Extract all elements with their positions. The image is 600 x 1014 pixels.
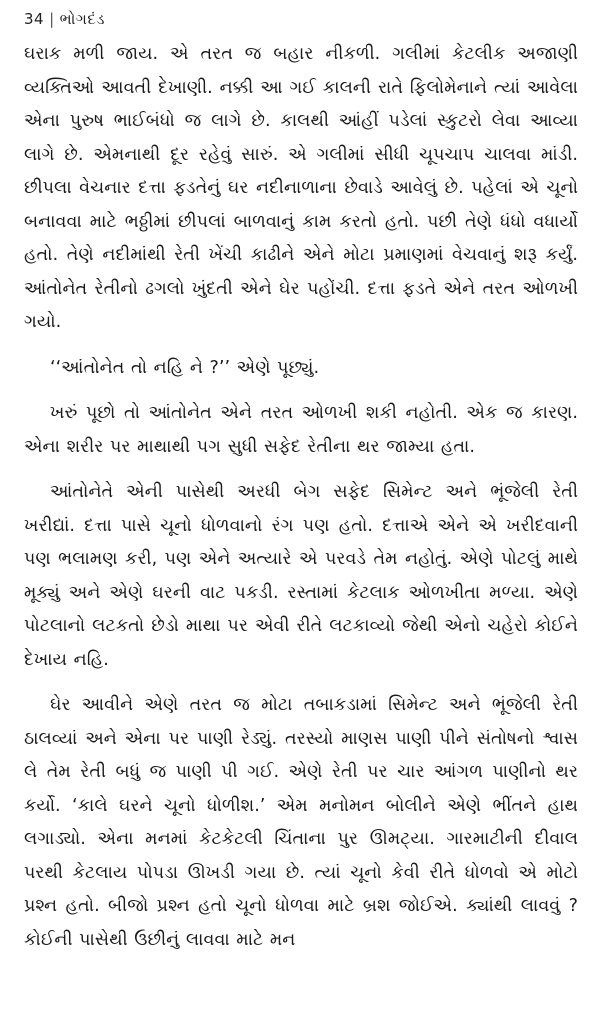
paragraph-5: ઘેર આવીને એણે તરત જ મોટા તબાકડામાં સિમેન્ટ અને ભૂંજેલી રેતી ઠાલવ્યાં અને એના પર પાણી રેડ્યું. તરસ્યો માણસ પાણી પીને સંતોષનો શ્વાસ લે તેમ રેતી બધું જ પાણી પી ગઈ. એણે રેતી પર ચાર આંગળ પાણીનો થર કર્યો. ‘કાલે ઘરને ચૂનો ધોળીશ.’ એમ મનોમન બોલીને એણે ભીંતને હાથ લગાડ્યો. એના મનમાં કેટકેટલી ચિંતાના પુર ઊમટ્યા. ગારમાટીની દીવાલ પરથી કેટલાય પોપડા ઊખડી ગયા છે. ત્યાં ચૂનો કેવી રીતે ધોળવો એ મોટો પ્રશ્ન હતો. બીજો પ્રશ્ન હતો ચૂનો ધોળવા માટે બ્રશ જોઈએ. ક્યાંથી લાવવું ? કોઈની પાસેથી ઉછીનું લાવવા માટે મન <box>24 695 578 950</box>
page-number: 34 <box>24 10 45 28</box>
paragraph-4: આંતોનેતે એની પાસેથી અરધી બેગ સફેદ સિમેન્ટ અને ભૂંજેલી રેતી ખરીદ્યાં. દત્તા પાસે ચૂનો ધોળવાનો રંગ પણ હતો. દત્તાએ એને એ ખરીદવાની પણ ભલામણ કરી, પણ એને અત્યારે એ પરવડે તેમ નહોતું. એણે પોટલું માથે મૂક્યું અને એણે ઘરની વાટ પકડી. રસ્તામાં કેટલાક ઓળખીતા મળ્યા. એણે પોટલાનો લટકતો છેડો માથા પર એવી રીતે લટકાવ્યો જેથી એનો ચહેરો કોઈને દેખાય નહિ. <box>24 482 578 670</box>
header-separator: | <box>49 10 55 28</box>
book-title: ભોગદંડ <box>59 10 105 28</box>
running-header <box>24 8 578 38</box>
paragraph-1: ઘરાક મળી જાય. એ તરત જ બહાર નીકળી. ગલીમાં કેટલીક અજાણી વ્યક્તિઓ આવતી દેખાણી. નક્કી આ ગઈ કાલની રાતે ફિલોમેનાને ત્યાં આવેલા એના પુરુષ ભાઈબંધો જ લાગે છે. કાલથી આંહીં પડેલાં સ્કુટરો લેવા આવ્યા લાગે છે. એમનાથી દૂર રહેવું સારું. એ ગલીમાં સીધી ચૂપચાપ ચાલવા માંડી. છીપલા વેચનાર દત્તા ફડતેનું ઘર નદીનાળાના છેવાડે આવેલું છે. પહેલાં એ ચૂનો બનાવવા માટે ભઠ્ઠીમાં છીપલાં બાળવાનું કામ કરતો હતો. પછી તેણે ધંધો વધાર્યો હતો. તેણે નદીમાંથી રેતી ખેંચી કાઢીને એને મોટા પ્રમાણમાં વેચવાનું શરૂ કર્યું. આંતોનેત રેતીનો ઢગલો ખુંદતી એને ઘેર પહોંચી. દત્તા ફડતે એને તરત ઓળખી ગયો. <box>24 44 578 332</box>
paragraph-2: ‘‘આંતોનેત તો નહિ ને ?’’ એણે પૂછ્યું. <box>50 357 320 378</box>
paragraph-3: ખરું પૂછો તો આંતોનેત એને તરત ઓળખી શકી નહોતી. એક જ કારણ. એના શરીર પર માથાથી પગ સુધી સફેદ રેતીના થર જામ્યા હતા. <box>24 403 578 457</box>
